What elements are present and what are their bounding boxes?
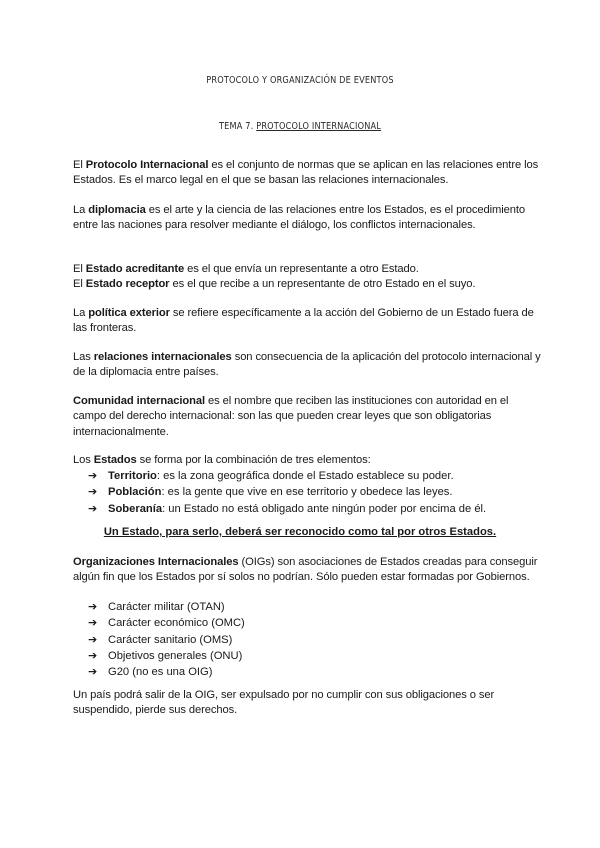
oig-sanitario: Carácter sanitario (OMS) [108,633,233,646]
text-span: El [73,278,86,290]
term-territorio: Territorio [108,470,157,482]
term-protocolo-internacional: Protocolo Internacional [85,159,209,171]
topic-name: PROTOCOLO INTERNACIONAL [256,121,382,132]
oig-generales: Objetivos generales (ONU) [108,649,243,662]
paragraph-estado-acreditante [73,262,543,277]
term-diplomacia: diplomacia [88,204,146,216]
arrow-right-icon: ➔ [88,485,98,499]
arrow-right-icon: ➔ [88,600,98,613]
oig-economico: Carácter económico (OMC) [108,617,245,630]
term-comunidad-internacional: Comunidad internacional [73,395,205,407]
oig-militar: Carácter militar (OTAN) [108,601,225,613]
list-item [88,468,538,484]
text-span: : es la gente que vive en ese territorio y obedece las leyes. [161,486,453,499]
list-item [88,648,538,664]
text-span: La [73,204,89,216]
paragraph-estado-receptor [73,277,543,292]
term-poblacion: Población [108,486,162,499]
text-span: (OIGs) son asociaciones de Estados creadas para conseguir algún fin que los Estados por sí solos no podrían. Sólo pueden estar formadas por Gobiernos. [73,556,538,584]
arrow-right-icon: ➔ [88,616,98,630]
arrow-right-icon: ➔ [88,501,98,515]
arrow-right-icon: ➔ [88,665,98,679]
text-span: es el conjunto de normas que se aplican en las relaciones entre los Estados. Es el marco legal en el que se basan las relaciones internacionales. [73,159,539,187]
text-span: se refiere específicamente a la acción del Gobierno de un Estado fuera de las fronteras. [73,307,534,335]
text-span: El [73,159,86,171]
text-span: son consecuencia de la aplicación del protocolo internacional y de la diplomacia entre países. [73,351,541,379]
text-span: El [73,263,86,275]
term-relaciones-internacionales: relaciones internacionales [93,351,232,363]
arrow-right-icon: ➔ [88,632,98,646]
text-span: es el arte y la ciencia de las relaciones entre los Estados, es el procedimiento entre las naciones para resolver mediante el diálogo, los conflictos internacionales. [73,204,526,232]
list-item [88,664,538,680]
text-span: : un Estado no está obligado ante ningún poder por encima de él. [162,502,487,515]
list-item [88,484,538,500]
paragraph-salida-oig: Un país podrá salir de la OIG, ser expulsado por no cumplir con sus obligaciones o ser suspendido, pierde sus derechos. [73,689,495,717]
text-span: Las [73,351,94,363]
paragraph-diplomacia [73,203,543,234]
text-span: La [73,307,89,319]
text-span: : es la zona geográfica donde el Estado establece su poder. [156,470,454,482]
term-estado-acreditante: Estado acreditante [85,263,185,275]
paragraph-relaciones-internacionales [73,350,543,381]
term-estados: Estados [93,454,137,466]
oig-list [88,599,538,680]
paragraph-protocolo [73,158,543,189]
topic-prefix: TEMA 7. [218,121,257,132]
paragraph-estados [73,453,543,468]
text-span: es el que recibe a un representante de otro Estado en el suyo. [169,278,476,290]
text-span: es el que envía un representante a otro Estado. [184,263,419,275]
elements-list [88,468,538,517]
paragraph-comunidad-internacional [73,394,543,440]
term-organizaciones-internacionales: Organizaciones Internacionales [73,556,239,568]
term-soberania: Soberanía [108,502,163,515]
key-statement: Un Estado, para serlo, deberá ser reconocido como tal por otros Estados. [103,526,497,538]
text-span: es el nombre que reciben las instituciones con autoridad en el campo del derecho internacional: son las que pueden crear leyes que son obligatorias internacionalmente. [73,395,509,438]
oig-g20: G20 (no es una OIG) [108,666,213,679]
arrow-right-icon: ➔ [88,648,98,662]
paragraph-organizaciones-internacionales [73,555,543,586]
term-estado-receptor: Estado receptor [85,278,170,290]
list-item [88,599,538,615]
term-politica-exterior: política exterior [88,307,170,319]
arrow-right-icon: ➔ [88,469,98,482]
text-span: se forma por la combinación de tres elementos: [136,454,371,466]
course-title: PROTOCOLO Y ORGANIZACIÓN DE EVENTOS [206,75,394,86]
paragraph-politica-exterior [73,306,543,337]
list-item [88,501,538,517]
list-item [88,615,538,631]
list-item [88,632,538,648]
topic-title [54,121,546,132]
text-span: Los [73,454,94,466]
